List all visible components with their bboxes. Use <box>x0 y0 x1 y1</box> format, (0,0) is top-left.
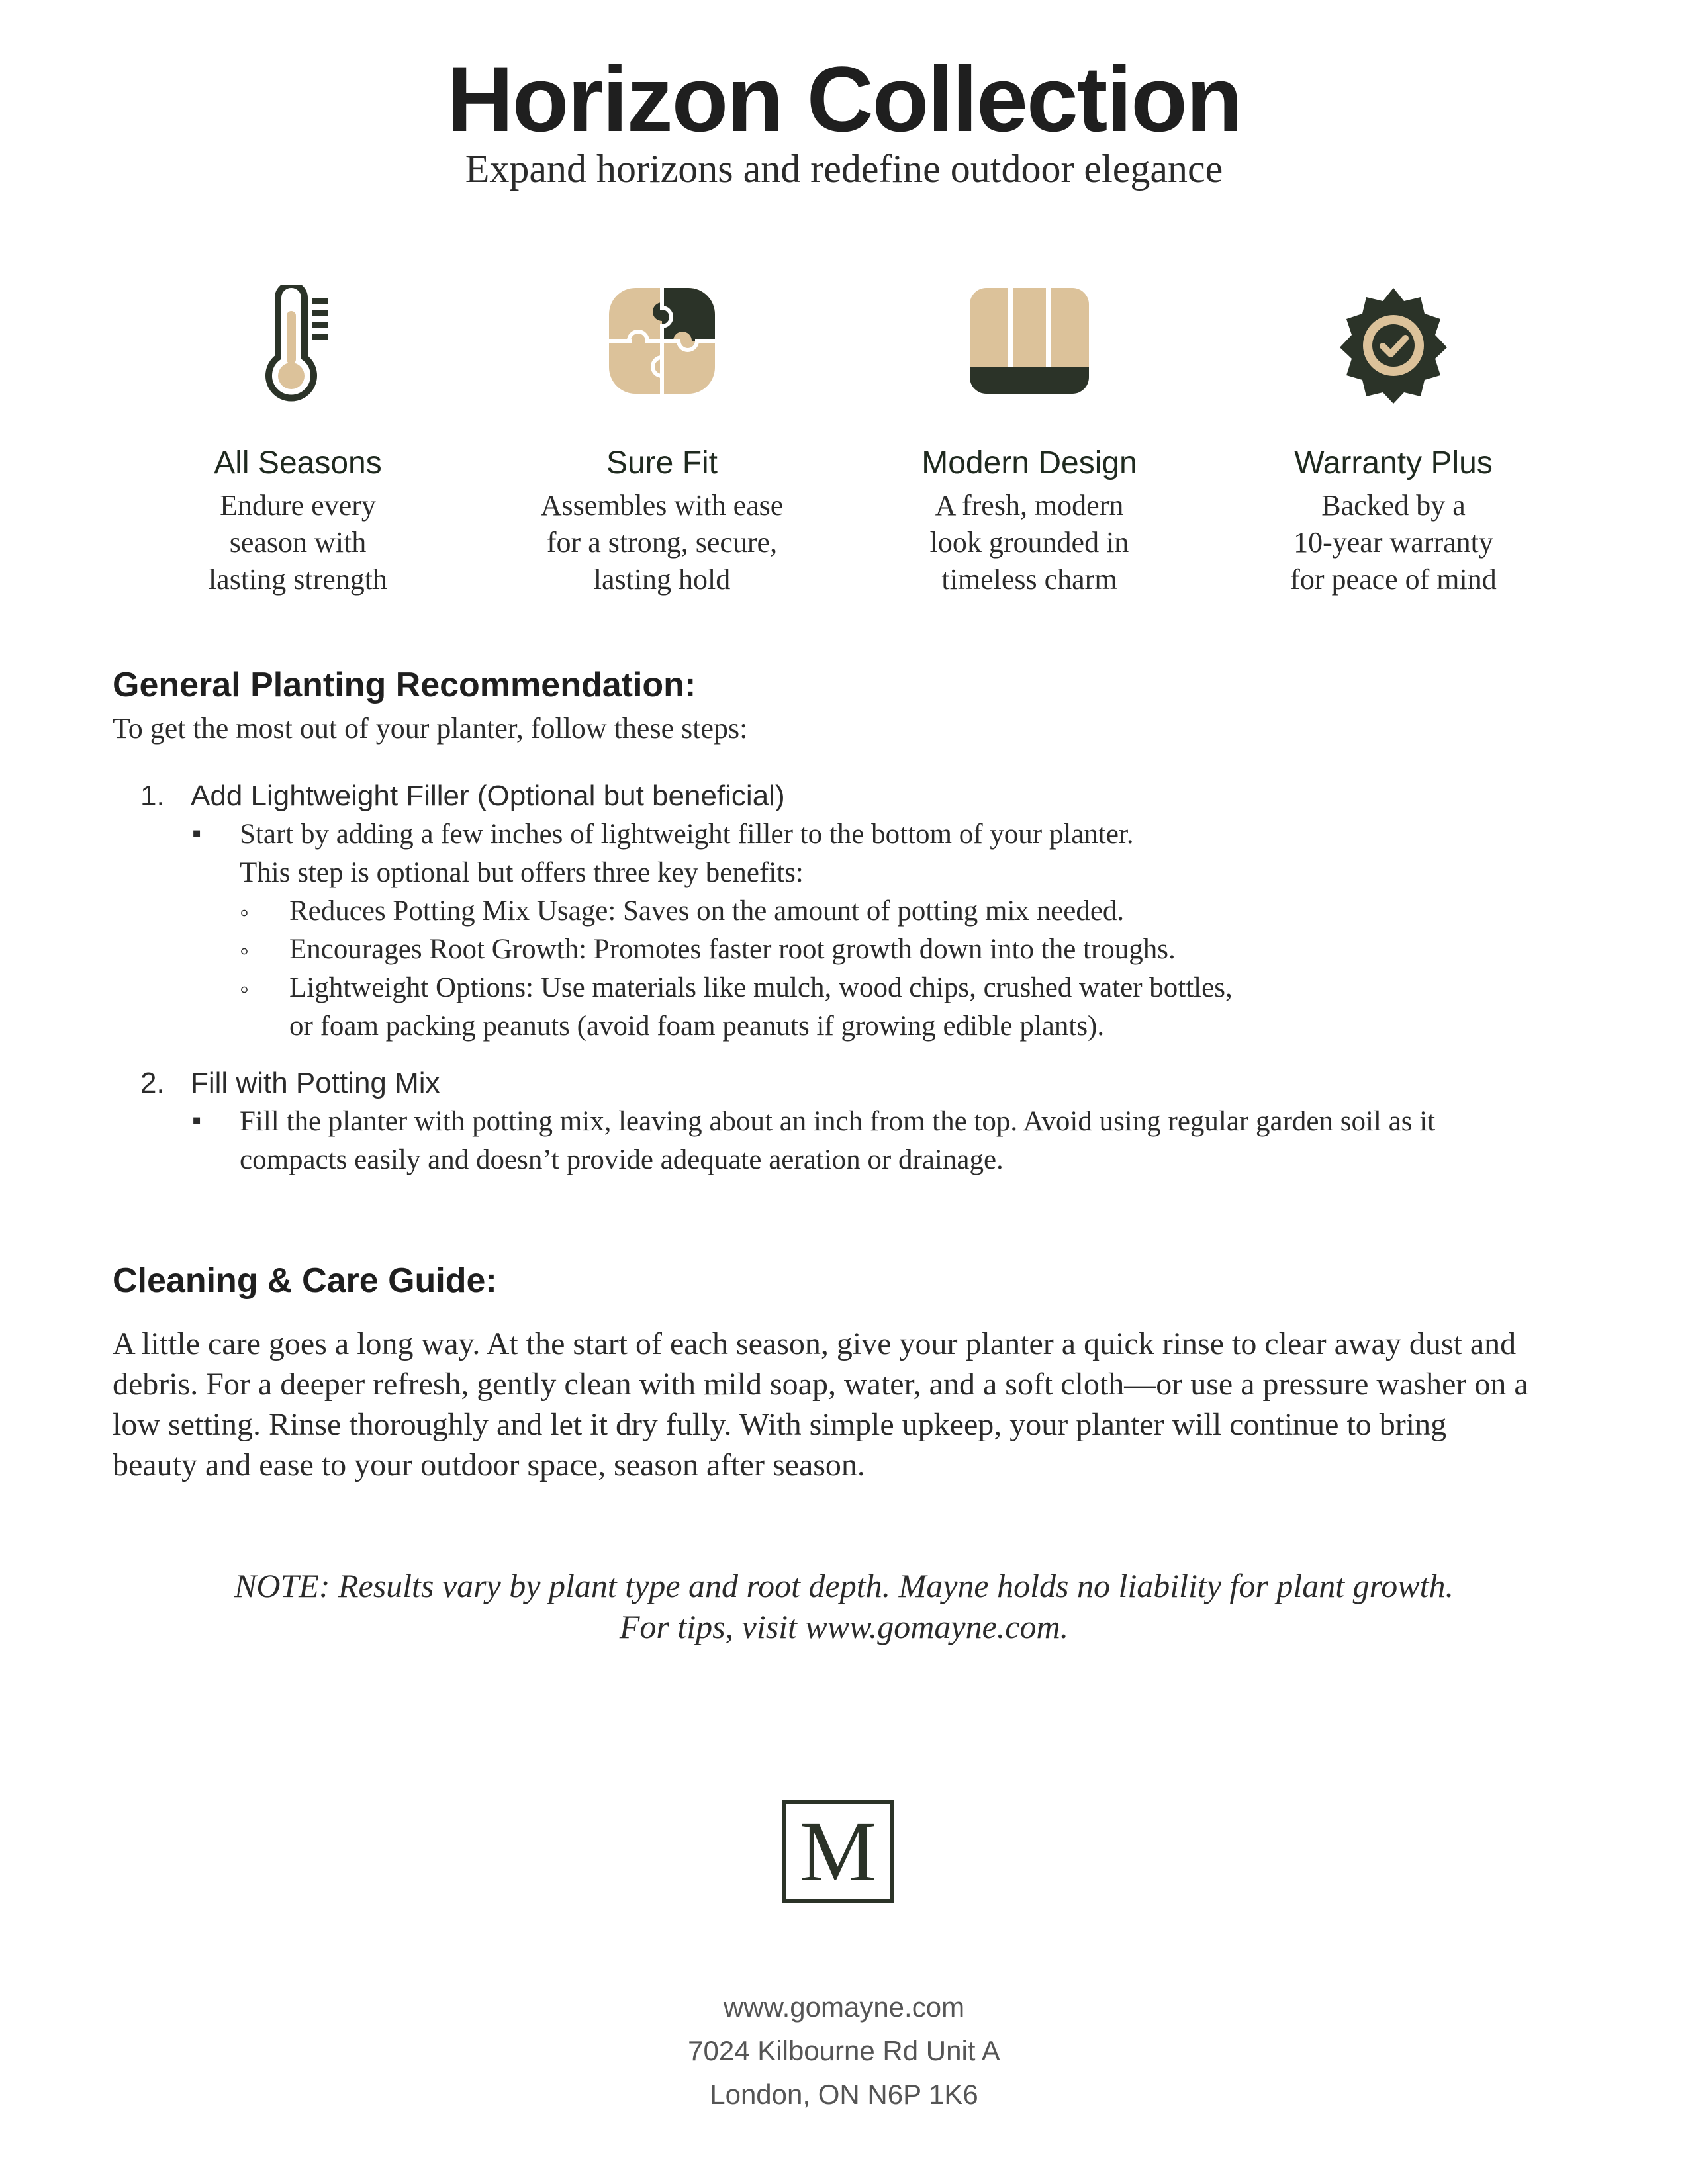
planter-panel-icon <box>966 285 1092 397</box>
disclaimer-note <box>0 1565 1688 1647</box>
planting-intro: To get the most out of your planter, follow these steps: <box>113 712 748 745</box>
step-title: Add Lightweight Filler (Optional but beneficial) <box>191 780 785 812</box>
feature-title: Modern Design <box>921 445 1137 480</box>
square-bullet-icon: ▪ <box>192 1105 202 1135</box>
footer-address-line1: 7024 Kilbourne Rd Unit A <box>688 2035 1000 2066</box>
sub-bullet-text: or foam packing peanuts (avoid foam peanuts if growing edible plants). <box>289 1011 1105 1042</box>
circle-bullet-icon: ◦ <box>240 974 250 1004</box>
circle-bullet-icon: ◦ <box>240 936 250 966</box>
feature-modern-design <box>844 285 1215 598</box>
care-line: beauty and ease to your outdoor space, season after season. <box>113 1447 865 1482</box>
step-text-line: Start by adding a few inches of lightweight filler to the bottom of your planter. <box>240 819 1134 850</box>
step-number: 1. <box>140 780 165 812</box>
planting-heading: General Planting Recommendation: <box>113 666 696 704</box>
note-line: For tips, visit www.gomayne.com. <box>619 1608 1069 1645</box>
care-line: A little care goes a long way. At the start of each season, give your planter a quick rinse to clear away dust and <box>113 1326 1517 1361</box>
footer-address-line2: London, ON N6P 1K6 <box>710 2079 978 2110</box>
thermometer-icon <box>258 285 338 404</box>
puzzle-icon <box>606 285 718 397</box>
step-title: Fill with Potting Mix <box>191 1067 440 1099</box>
care-heading: Cleaning & Care Guide: <box>113 1261 497 1300</box>
care-line: low setting. Rinse thoroughly and let it dry fully. With simple upkeep, your planter will continue to bring <box>113 1407 1447 1442</box>
note-line: NOTE: Results vary by plant type and root depth. Mayne holds no liability for plant growth. <box>234 1567 1454 1604</box>
feature-row <box>113 285 1575 596</box>
care-line: debris. For a deeper refresh, gently clean with mild soap, water, and a soft cloth—or use a pressure washer on a <box>113 1367 1528 1402</box>
page-subtitle: Expand horizons and redefine outdoor elegance <box>465 147 1223 191</box>
step-number: 2. <box>140 1067 165 1099</box>
step-text-line: compacts easily and doesn’t provide adequate aeration or drainage. <box>240 1144 1004 1175</box>
feature-description: Backed by a 10-year warranty for peace of mind <box>1290 489 1497 596</box>
sub-bullet-text: Encourages Root Growth: Promotes faster root growth down into the troughs. <box>289 934 1176 965</box>
feature-description: Endure every season with lasting strength <box>208 489 388 596</box>
footer-website: www.gomayne.com <box>723 1991 965 2023</box>
sub-bullet-text: Lightweight Options: Use materials like mulch, wood chips, crushed water bottles, <box>289 972 1233 1003</box>
feature-all-seasons <box>113 285 483 598</box>
feature-description: A fresh, modern look grounded in timeless charm <box>929 489 1129 596</box>
step-text-line: Fill the planter with potting mix, leaving about an inch from the top. Avoid using regular garden soil as it <box>240 1106 1436 1137</box>
care-paragraph <box>113 1324 1595 1485</box>
warranty-seal-icon <box>1334 285 1453 404</box>
feature-title: All Seasons <box>214 445 382 480</box>
sub-bullet-text: Reduces Potting Mix Usage: Saves on the amount of potting mix needed. <box>289 895 1125 927</box>
square-bullet-icon: ▪ <box>192 818 202 848</box>
feature-warranty-plus <box>1208 285 1579 598</box>
feature-sure-fit <box>477 285 847 598</box>
page-title: Horizon Collection <box>446 47 1242 151</box>
feature-title: Sure Fit <box>606 445 718 480</box>
circle-bullet-icon: ◦ <box>240 897 250 927</box>
feature-description: Assembles with ease for a strong, secure, lasting hold <box>540 489 784 596</box>
feature-title: Warranty Plus <box>1294 445 1493 480</box>
step-text-line: This step is optional but offers three key benefits: <box>240 857 804 888</box>
brand-logo: M <box>782 1800 894 1903</box>
